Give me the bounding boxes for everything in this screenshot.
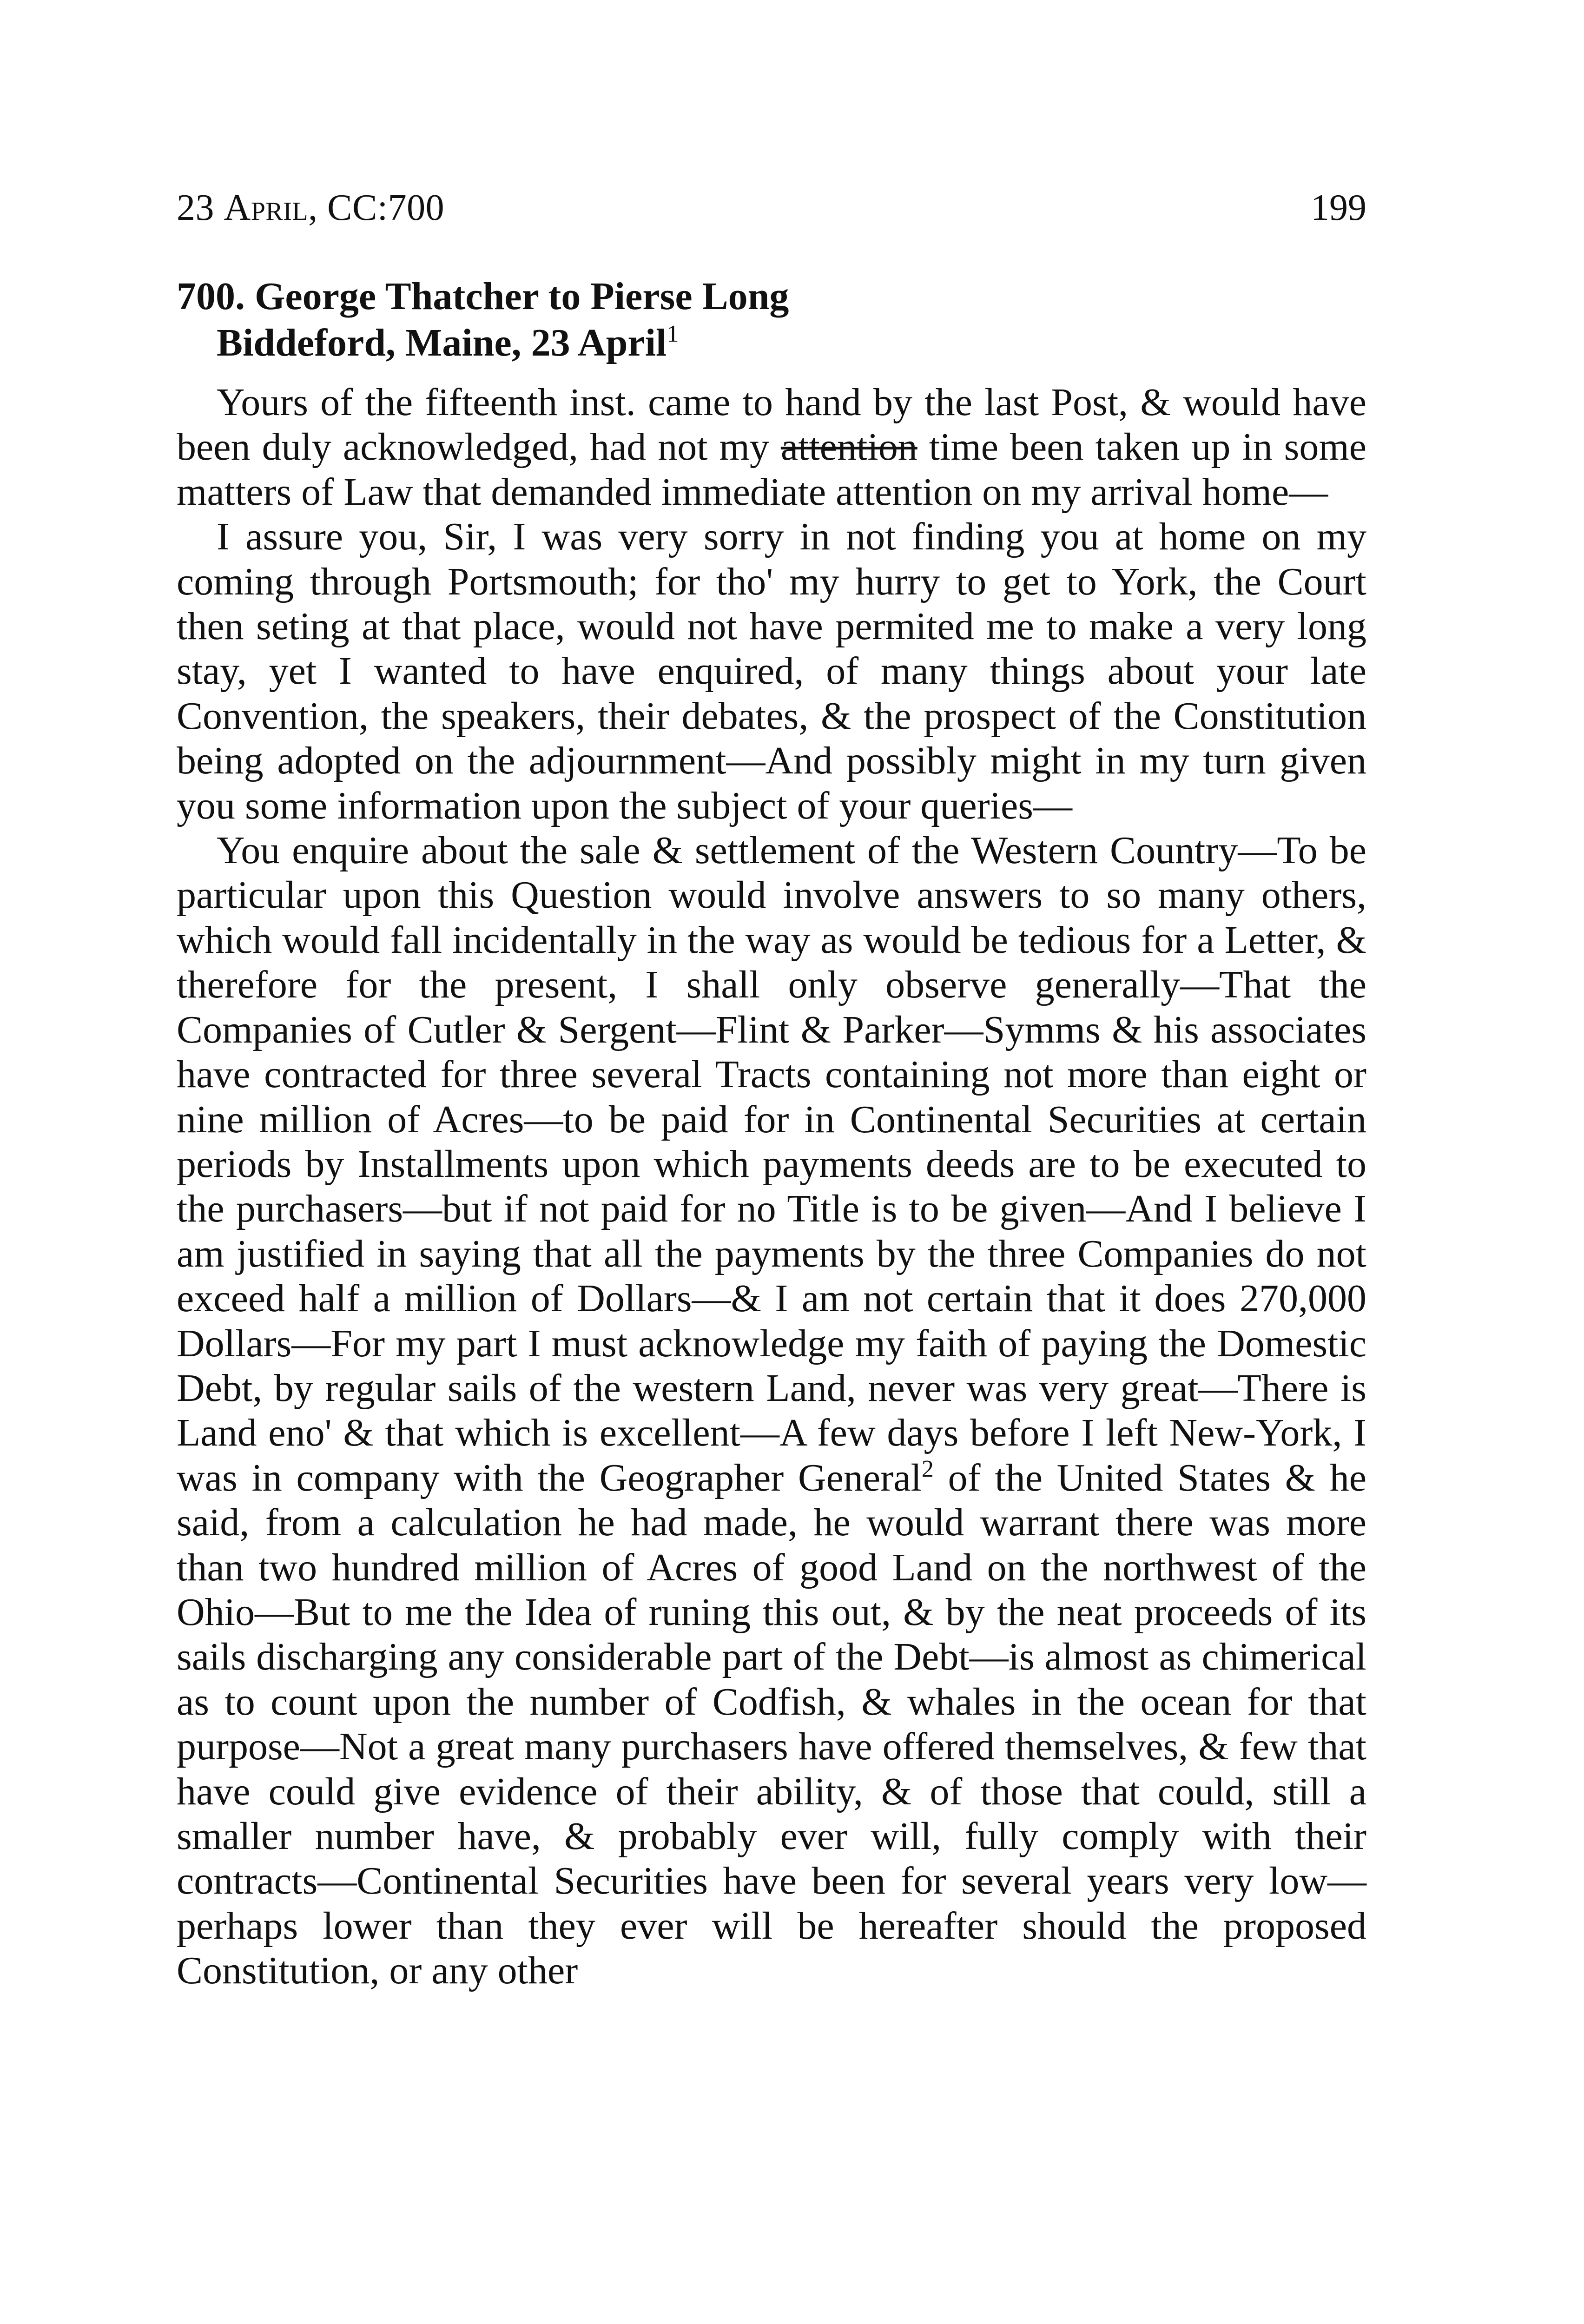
- running-head-collection: , CC:700: [308, 187, 445, 228]
- paragraph-1-text-b: time been taken up in some matters of Law that demanded immediate attention on my arrival home—: [177, 425, 1366, 514]
- document-heading: [177, 273, 1385, 366]
- paragraph-1: [177, 380, 1366, 515]
- page-number: 199: [1311, 187, 1366, 228]
- place-date-text: Biddeford, Maine, 23 April: [217, 321, 667, 364]
- paragraph-3: [177, 828, 1366, 1994]
- running-head-month: April: [224, 187, 309, 228]
- paragraph-1-text-a: Yours of the fifteenth inst. came to hand by the last Post, & would have been duly acknowledged, had not my: [177, 381, 1366, 469]
- footnote-ref-1: 1: [667, 321, 679, 347]
- document-place-date: [177, 320, 1385, 366]
- document-title: 700. George Thatcher to Pierse Long: [177, 275, 789, 318]
- footnote-ref-2: 2: [921, 1455, 934, 1482]
- paragraph-3-text-b: of the United States & he said, from a calculation he had made, he would warrant there was more than two hundred million of Acres of good Land on the northwest of the Ohio—But to me the Idea of runing this out, & by the neat proceeds of its sails discharging any considerable part of the Debt—is almost as chimerical as to count upon the number of Codfish, & whales in the ocean for that purpose—Not a great many purchasers have offered themselves, & few that have could give evidence of their ability, & of those that could, still a smaller number have, & probably ever will, fully comply with their contracts—Continental Securities have been for several years very low—perhaps lower than they ever will be hereafter should the proposed Constitution, or any other: [177, 1456, 1366, 1993]
- paragraph-3-text-a: You enquire about the sale & settlement of the Western Country—To be particular upon this Question would involve answers to so many others, which would fall incidentally in the way as would be tedious for a Letter, & therefore for the present, I shall only observe generally—That the Companies of Cutler & Sergent—Flint & Parker—Symms & his associates have contracted for three several Tracts containing not more than eight or nine million of Acres—to be paid for in Continental Securities at certain periods by Installments upon which payments deeds are to be executed to the purchasers—but if not paid for no Title is to be given—And I believe I am justified in saying that all the payments by the three Companies do not exceed half a million of Dollars—& I am not certain that it does 270,000 Dollars—For my part I must acknowledge my faith of paying the Domestic Debt, by regular sails of the western Land, never was very great—There is Land eno' & that which is excellent—A few days before I left New-York, I was in company with the Geographer General: [177, 829, 1366, 1499]
- letter-body: [177, 380, 1366, 1994]
- running-head-date: [177, 182, 444, 233]
- running-head: [177, 182, 1366, 233]
- struck-word: attention: [780, 425, 917, 469]
- paragraph-2: I assure you, Sir, I was very sorry in not finding you at home on my coming through Portsmouth; for tho' my hurry to get to York, the Court then seting at that place, would not have permited me to make a very long stay, yet I wanted to have enquired, of many things about your late Convention, the speakers, their debates, & the prospect of the Constitution being adopted on the adjournment—And possibly might in my turn given you some information upon the subject of your queries—: [177, 515, 1366, 827]
- running-head-day: 23: [177, 187, 214, 228]
